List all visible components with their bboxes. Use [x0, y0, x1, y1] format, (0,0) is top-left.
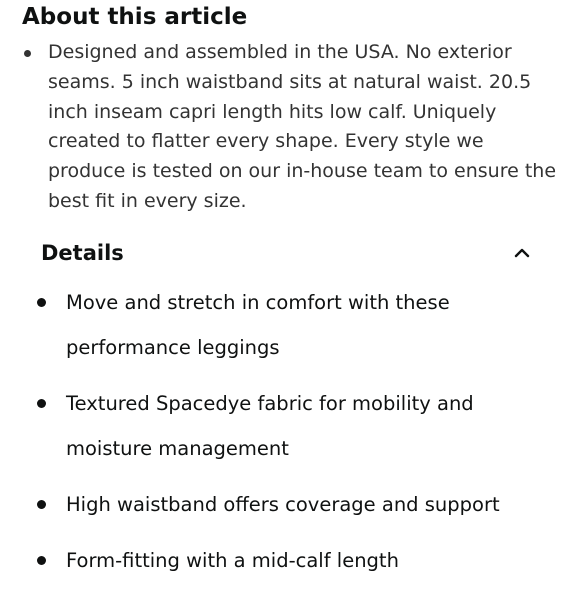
details-header[interactable]: [0, 236, 580, 270]
bullet-icon: [37, 399, 46, 408]
details-list-item: [0, 538, 580, 583]
details-list-item: [0, 280, 580, 370]
bullet-icon: [24, 50, 31, 57]
about-list-item: [0, 38, 580, 217]
details-item-text: Textured Spacedye fabric for mobility and moisture management: [66, 392, 474, 460]
bullet-icon: [37, 298, 46, 307]
about-item-text: Designed and assembled in the USA. No exterior seams. 5 inch waistband sits at natural waist. 20.5 inch inseam capri length hits low calf. Uniquely created to flatter every shape. Every style we produce is tested on our in-house team to ensure the best fit in every size.: [48, 41, 557, 212]
details-title: Details: [41, 241, 124, 265]
details-list-item: [0, 482, 580, 527]
details-item-text: High waistband offers coverage and support: [66, 493, 500, 516]
details-list-item: [0, 381, 580, 471]
bullet-icon: [37, 556, 46, 565]
details-item-text: Form-fitting with a mid-calf length: [66, 549, 399, 572]
bullet-icon: [37, 500, 46, 509]
details-item-text: Move and stretch in comfort with these performance leggings: [66, 291, 450, 359]
about-list: [0, 38, 580, 217]
about-section-title: About this article: [22, 4, 248, 30]
details-list: [0, 280, 580, 594]
chevron-up-icon[interactable]: [512, 246, 532, 260]
